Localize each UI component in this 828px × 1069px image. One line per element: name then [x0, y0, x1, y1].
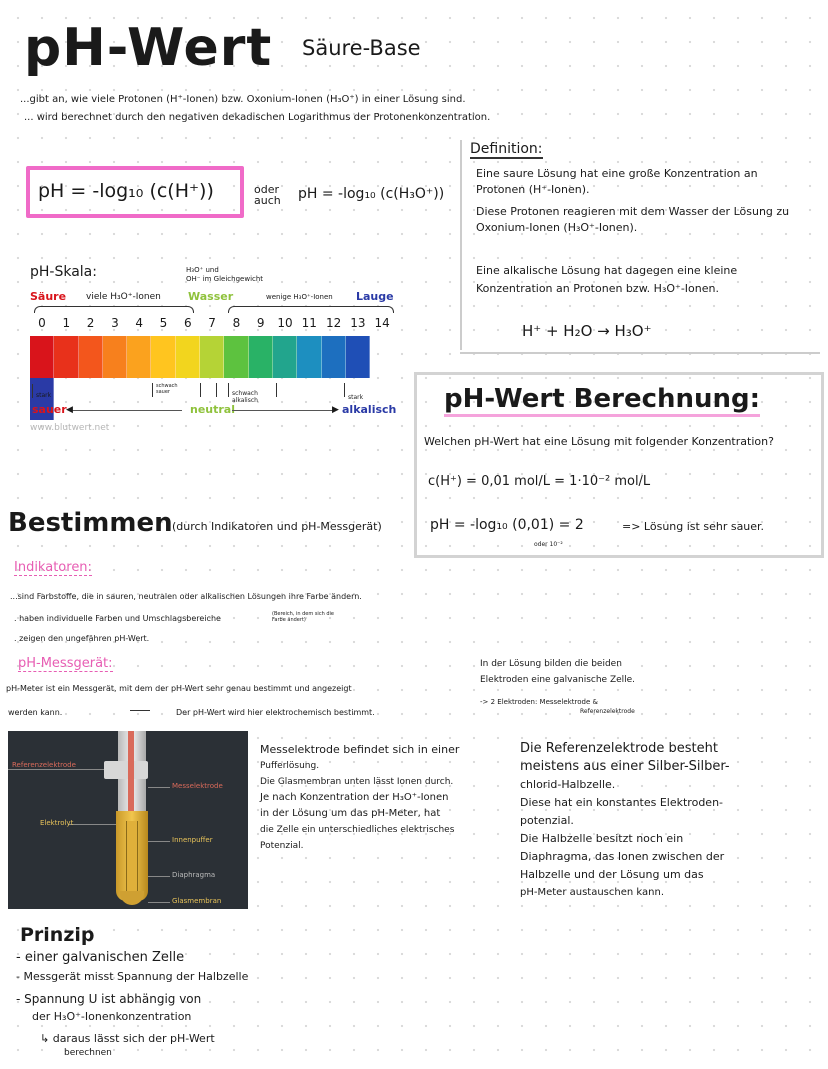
- ref-l7: Diaphragma, das Ionen zwischen der: [520, 850, 725, 863]
- stark-alk-2: alkalisch: [342, 403, 397, 416]
- arrow-right-head: ▶: [332, 405, 339, 415]
- messgeraet-line-2: werden kann.: [8, 708, 63, 717]
- water-note-1: H₃O⁺ und: [186, 266, 219, 274]
- label-diaphragma: Diaphragma: [172, 871, 216, 879]
- inner-buffer-tube: [126, 821, 138, 891]
- label-referenzelektrode: Referenzelektrode: [12, 761, 76, 769]
- label-glasmembran: Glasmembran: [172, 897, 222, 905]
- scale-heading: pH-Skala:: [30, 264, 97, 280]
- prinzip-l3: - Spannung U ist abhängig von: [16, 992, 202, 1006]
- ref-l8: Halbzelle und der Lösung um das: [520, 868, 704, 881]
- tick-stark-sauer: [32, 384, 33, 398]
- formula-alt: pH = -log₁₀ (c(H₃O⁺)): [298, 186, 445, 202]
- definition-p3: Eine alkalische Lösung hat dagegen eine kleine Konzentration an Protonen bzw. H₃O⁺-Ionen.: [476, 264, 738, 295]
- scale-number: 10: [277, 316, 293, 330]
- mess-l4: Je nach Konzentration der H₃O⁺-Ionen: [260, 792, 449, 803]
- scale-color-cell: [54, 336, 78, 378]
- indikatoren-line-1: ...sind Farbstoffe, die in sauren, neutralen oder alkalischen Lösungen ihre Farbe ändern.: [10, 592, 362, 601]
- page-title: pH-Wert: [24, 18, 273, 78]
- messgeraet-dash: [130, 710, 150, 711]
- acid-brace: [34, 306, 194, 313]
- berechnung-given: c(H⁺) = 0,01 mol/L = 1·10⁻² mol/L: [428, 474, 651, 489]
- right-note-1: In der Lösung bilden die beiden: [480, 659, 622, 669]
- referenz-text: [520, 740, 820, 902]
- formula-box: [26, 166, 244, 218]
- stark-sauer-2: sauer: [32, 403, 67, 416]
- scale-color-cell: [176, 336, 200, 378]
- tick-schwach-alk-end: [276, 383, 277, 397]
- indikatoren-heading: Indikatoren:: [14, 560, 92, 575]
- ref-l9: pH-Meter austauschen kann.: [520, 887, 664, 898]
- scale-color-cell: [322, 336, 346, 378]
- prinzip-l1: - einer galvanischen Zelle: [16, 950, 185, 965]
- label-elektrolyt: Elektrolyt: [40, 819, 74, 827]
- right-note-3: -> 2 Elektroden: Messelektrode &: [480, 698, 598, 706]
- scale-color-cell: [297, 336, 321, 378]
- glass-membrane: [120, 891, 144, 905]
- acid-ions-note: viele H₃O⁺-Ionen: [86, 292, 161, 302]
- scale-number: 9: [256, 316, 265, 330]
- schwach-sauer: [156, 383, 178, 395]
- definition-heading: Definition:: [470, 141, 543, 157]
- oder-text: oder: [254, 183, 280, 196]
- ref-l4: Diese hat ein konstantes Elektroden-: [520, 796, 724, 809]
- scale-color-cell: [346, 336, 370, 378]
- tick-schwach-alk: [228, 383, 229, 397]
- bestimmen-subheading: (durch Indikatoren und pH-Messgerät): [172, 520, 382, 533]
- intro-line-2: ... wird berechnet durch den negativen dekadischen Logarithmus der Protonenkonzentration.: [24, 112, 491, 123]
- messelektrode-text: [260, 742, 505, 854]
- water-note: [186, 266, 263, 284]
- prinzip-l4: der H₃O⁺-Ionenkonzentration: [32, 1010, 192, 1023]
- bestimmen-heading: Bestimmen: [8, 508, 173, 538]
- neutral-label: neutral: [190, 403, 235, 416]
- scale-color-cell: [127, 336, 151, 378]
- ref-line: [8, 769, 104, 770]
- ref-l2: meistens aus einer Silber-Silber-: [520, 759, 730, 774]
- scale-number: 7: [208, 316, 216, 330]
- base-label: Lauge: [356, 290, 394, 303]
- auch-text: auch: [254, 194, 281, 207]
- messgeraet-line-1: pH-Meter ist ein Messgerät, mit dem der pH-Wert sehr genau bestimmt und angezeigt: [6, 684, 352, 693]
- intro-line-1: ...gibt an, wie viele Protonen (H⁺-Ionen) bzw. Oxonium-Ionen (H₃O⁺) in einer Lösung sind.: [20, 94, 466, 105]
- scale-number: 1: [62, 316, 71, 330]
- inner-wire: [128, 731, 134, 811]
- scale-number: 14: [374, 316, 390, 330]
- mess-l5: in der Lösung um das pH-Meter, hat: [260, 808, 441, 819]
- scale-number: 4: [135, 316, 143, 330]
- mess-l2: Pufferlösung.: [260, 761, 320, 771]
- stark-alk-1: stark: [348, 394, 364, 401]
- diaphragma-line: [148, 876, 170, 877]
- cap: [104, 761, 148, 779]
- ref-l1: Die Referenzelektrode besteht: [520, 741, 718, 756]
- prinzip-l5: ↳ daraus lässt sich der pH-Wert: [40, 1032, 215, 1045]
- arrow-left-head: ◀: [66, 405, 73, 415]
- definition-p2: Diese Protonen reagieren mit dem Wasser der Lösung zu Oxonium-Ionen (H₃O⁺-Ionen).: [476, 205, 790, 234]
- page-subtitle: Säure-Base: [302, 36, 421, 60]
- ref-l6: Die Halbzelle besitzt noch ein: [520, 832, 684, 845]
- berechnung-question: Welchen pH-Wert hat eine Lösung mit folgender Konzentration?: [424, 435, 774, 448]
- scale-color-cell: [103, 336, 127, 378]
- arrow-right-line: [232, 410, 334, 411]
- scale-color-cell: [249, 336, 273, 378]
- schwach-alk: [232, 390, 258, 404]
- prinzip-heading: Prinzip: [20, 924, 95, 946]
- scale-number: 0: [38, 316, 46, 330]
- water-label: Wasser: [188, 290, 234, 303]
- schwach-sauer-1: schwach: [156, 383, 178, 389]
- scale-color-cell: [151, 336, 175, 378]
- right-note-4: Referenzelektrode: [580, 708, 635, 715]
- scale-number: 12: [325, 316, 342, 330]
- scale-number-row: [30, 316, 394, 332]
- few-ions-note: wenige H₃O⁺-Ionen: [266, 293, 333, 301]
- indikatoren-line-2: . haben individuelle Farben und Umschlagsbereiche: [14, 614, 221, 623]
- acid-label: Säure: [30, 290, 67, 303]
- scale-source: www.blutwert.net: [30, 423, 110, 433]
- mess-l3: Die Glasmembran unten lässt Ionen durch.: [260, 777, 454, 787]
- scale-color-cell: [224, 336, 248, 378]
- messgeraet-heading: pH-Messgerät:: [18, 656, 113, 671]
- scale-color-cell: [273, 336, 297, 378]
- stark-sauer-1: stark: [36, 392, 52, 399]
- right-note-2: Elektroden eine galvanische Zelle.: [480, 675, 636, 685]
- schwach-alk-2: alkalisch: [232, 397, 258, 404]
- indikatoren-note: (Bereich, in dem sich die Farbe ändert): [272, 611, 334, 623]
- scale-color-bar: [30, 336, 394, 378]
- berechnung-calc-note: oder 10⁻²: [534, 541, 563, 548]
- scale-color-cell: [79, 336, 103, 378]
- schwach-alk-1: schwach: [232, 390, 258, 397]
- water-note-2: OH⁻ im Gleichgewicht: [186, 275, 264, 283]
- scale-number: 6: [183, 316, 192, 330]
- elektrolyt-line: [68, 824, 116, 825]
- mess-l6: die Zelle ein unterschiedliches elektrisches: [260, 825, 455, 835]
- scale-color-cell: [30, 336, 54, 378]
- mess-l1: Messelektrode befindet sich in einer: [260, 743, 460, 756]
- messgeraet-line-3: Der pH-Wert wird hier elektrochemisch bestimmt.: [176, 708, 375, 717]
- scale-number: 8: [232, 316, 241, 330]
- formula-oder: [254, 184, 281, 206]
- mess-line: [148, 787, 170, 788]
- label-innenpuffer: Innenpuffer: [172, 836, 213, 844]
- tick-neutral-1: [200, 383, 201, 397]
- tick-neutral-2: [216, 383, 217, 397]
- tick-stark-alk: [344, 383, 345, 397]
- arrow-left-line: [70, 410, 182, 411]
- berechnung-result: => Lösung ist sehr sauer.: [622, 520, 765, 533]
- berechnung-heading: pH-Wert Berechnung:: [444, 384, 760, 417]
- prinzip-l6: berechnen: [64, 1048, 112, 1058]
- scale-color-cell: [200, 336, 224, 378]
- innen-line: [148, 841, 170, 842]
- scale-number: 11: [301, 316, 317, 330]
- definition-equation: H⁺ + H₂O → H₃O⁺: [522, 322, 652, 340]
- base-brace: [228, 306, 394, 313]
- tick-schwach-sauer: [152, 383, 153, 397]
- scale-number: 2: [86, 316, 95, 330]
- schwach-sauer-2: sauer: [156, 389, 170, 395]
- mess-l7: Potenzial.: [260, 841, 304, 851]
- scale-number: 5: [159, 316, 168, 330]
- berechnung-calc: pH = -log₁₀ (0,01) = 2: [430, 517, 584, 533]
- definition-p1: Eine saure Lösung hat eine große Konzentration an Protonen (H⁺-Ionen).: [476, 167, 758, 196]
- scale-number: 3: [111, 316, 119, 330]
- scale-number: 13: [350, 316, 366, 330]
- electrode-diagram: [8, 731, 248, 909]
- formula-main: pH = -log₁₀ (c(H⁺)): [38, 180, 214, 202]
- ref-l3: chlorid-Halbzelle.: [520, 778, 616, 791]
- prinzip-l2: - Messgerät misst Spannung der Halbzelle: [16, 970, 249, 983]
- ref-l5: potenzial.: [520, 814, 574, 827]
- indikatoren-line-3: . zeigen den ungefähren pH-Wert.: [14, 634, 150, 643]
- label-messelektrode: Messelektrode: [172, 782, 223, 790]
- definition-bottom-line: [460, 352, 820, 354]
- glas-line: [148, 902, 170, 903]
